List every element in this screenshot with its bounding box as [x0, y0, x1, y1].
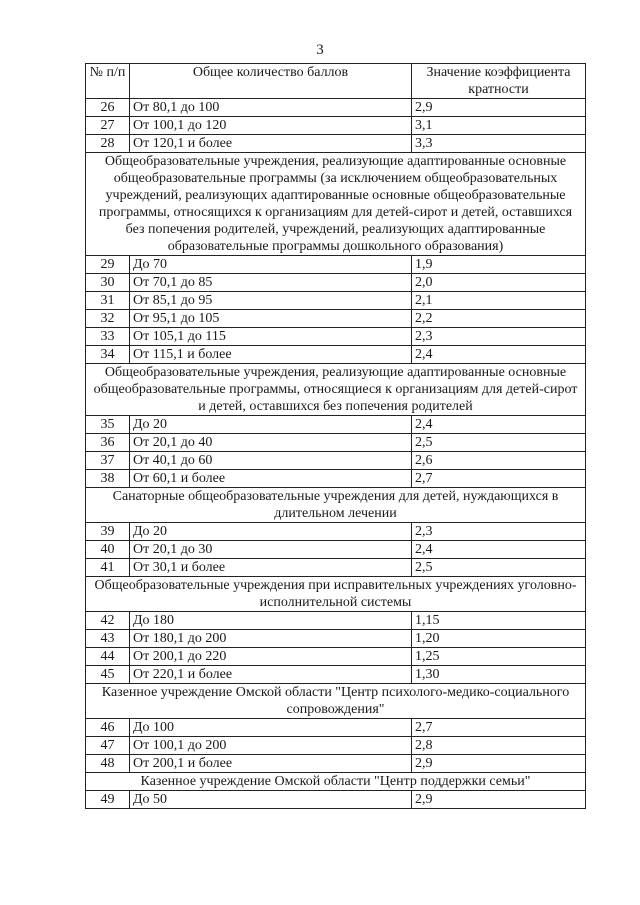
- header-points: Общее количество баллов: [130, 64, 412, 99]
- table-row: [86, 416, 586, 434]
- row-number: 41: [86, 559, 130, 577]
- table-row: [86, 791, 586, 809]
- table-row: [86, 541, 586, 559]
- row-points-range: От 180,1 до 200: [130, 630, 412, 648]
- row-number: 35: [86, 416, 130, 434]
- table-row: [86, 719, 586, 737]
- row-points-range: От 85,1 до 95: [130, 292, 412, 310]
- row-coefficient: 2,0: [412, 274, 586, 292]
- table-row: [86, 612, 586, 630]
- section-title: Казенное учреждение Омской области "Центр психолого-медико-социального сопровождения": [86, 684, 586, 719]
- row-number: 42: [86, 612, 130, 630]
- table-row: [86, 630, 586, 648]
- table-row: [86, 737, 586, 755]
- row-points-range: До 20: [130, 416, 412, 434]
- row-number: 48: [86, 755, 130, 773]
- row-points-range: От 120,1 и более: [130, 135, 412, 153]
- row-number: 45: [86, 666, 130, 684]
- row-points-range: От 100,1 до 200: [130, 737, 412, 755]
- row-points-range: От 60,1 и более: [130, 470, 412, 488]
- row-points-range: От 105,1 до 115: [130, 328, 412, 346]
- table-row: [86, 434, 586, 452]
- row-number: 27: [86, 117, 130, 135]
- row-points-range: От 80,1 до 100: [130, 99, 412, 117]
- section-title: Общеобразовательные учреждения при исправительных учреждениях уголовно-исполнительной системы: [86, 577, 586, 612]
- table-row: [86, 274, 586, 292]
- table-row: [86, 135, 586, 153]
- row-number: 39: [86, 523, 130, 541]
- table-row: [86, 328, 586, 346]
- table-row: [86, 292, 586, 310]
- row-points-range: До 180: [130, 612, 412, 630]
- row-coefficient: 2,7: [412, 470, 586, 488]
- table-row: [86, 648, 586, 666]
- row-number: 40: [86, 541, 130, 559]
- row-coefficient: 3,1: [412, 117, 586, 135]
- row-number: 46: [86, 719, 130, 737]
- row-coefficient: 2,9: [412, 755, 586, 773]
- row-coefficient: 1,9: [412, 256, 586, 274]
- row-number: 49: [86, 791, 130, 809]
- row-points-range: От 30,1 и более: [130, 559, 412, 577]
- row-number: 28: [86, 135, 130, 153]
- row-points-range: От 200,1 и более: [130, 755, 412, 773]
- table-row: [86, 523, 586, 541]
- coefficient-table: [85, 63, 586, 809]
- row-coefficient: 2,9: [412, 99, 586, 117]
- row-coefficient: 3,3: [412, 135, 586, 153]
- row-points-range: От 95,1 до 105: [130, 310, 412, 328]
- row-coefficient: 1,30: [412, 666, 586, 684]
- row-points-range: До 20: [130, 523, 412, 541]
- section-row: [86, 577, 586, 612]
- row-number: 43: [86, 630, 130, 648]
- row-coefficient: 2,8: [412, 737, 586, 755]
- section-title: Общеобразовательные учреждения, реализующие адаптированные основные общеобразовательные программы (за исключением общеобразовательных учреждений, реализующих адаптированные основные общеобразовательные программы, относящихся к организациям для детей-сирот и детей, оставшихся без попечения родителей, учреждений, реализующих адаптированные образовательные программы дошкольного образования): [86, 153, 586, 256]
- row-points-range: От 20,1 до 30: [130, 541, 412, 559]
- section-row: [86, 488, 586, 523]
- section-title: Санаторные общеобразовательные учреждения для детей, нуждающихся в длительном лечении: [86, 488, 586, 523]
- row-points-range: От 70,1 до 85: [130, 274, 412, 292]
- row-number: 34: [86, 346, 130, 364]
- section-row: [86, 364, 586, 416]
- row-number: 29: [86, 256, 130, 274]
- row-number: 33: [86, 328, 130, 346]
- page-number: 3: [316, 42, 324, 58]
- section-row: [86, 684, 586, 719]
- header-number: № п/п: [86, 64, 130, 99]
- row-points-range: От 200,1 до 220: [130, 648, 412, 666]
- row-coefficient: 1,25: [412, 648, 586, 666]
- row-points-range: От 220,1 и более: [130, 666, 412, 684]
- row-points-range: От 40,1 до 60: [130, 452, 412, 470]
- table-row: [86, 117, 586, 135]
- row-coefficient: 1,20: [412, 630, 586, 648]
- table-row: [86, 310, 586, 328]
- table-row: [86, 470, 586, 488]
- row-points-range: До 100: [130, 719, 412, 737]
- row-number: 44: [86, 648, 130, 666]
- table-header-row: [86, 64, 586, 99]
- row-points-range: До 50: [130, 791, 412, 809]
- row-coefficient: 2,4: [412, 346, 586, 364]
- section-title: Казенное учреждение Омской области "Центр поддержки семьи": [86, 773, 586, 791]
- row-coefficient: 2,5: [412, 559, 586, 577]
- table-row: [86, 99, 586, 117]
- table-row: [86, 755, 586, 773]
- row-coefficient: 2,4: [412, 541, 586, 559]
- table-body: [86, 99, 586, 809]
- row-points-range: До 70: [130, 256, 412, 274]
- row-number: 36: [86, 434, 130, 452]
- row-number: 37: [86, 452, 130, 470]
- header-value: Значение коэффициента кратности: [412, 64, 586, 99]
- row-coefficient: 1,15: [412, 612, 586, 630]
- row-points-range: От 20,1 до 40: [130, 434, 412, 452]
- row-number: 47: [86, 737, 130, 755]
- row-coefficient: 2,2: [412, 310, 586, 328]
- row-points-range: От 100,1 до 120: [130, 117, 412, 135]
- row-coefficient: 2,3: [412, 523, 586, 541]
- row-points-range: От 115,1 и более: [130, 346, 412, 364]
- section-title: Общеобразовательные учреждения, реализующие адаптированные основные общеобразовательные программы, относящиеся к организациям для детей-сирот и детей, оставшихся без попечения родителей: [86, 364, 586, 416]
- row-coefficient: 2,7: [412, 719, 586, 737]
- row-coefficient: 2,9: [412, 791, 586, 809]
- row-coefficient: 2,4: [412, 416, 586, 434]
- row-number: 32: [86, 310, 130, 328]
- row-number: 38: [86, 470, 130, 488]
- row-number: 26: [86, 99, 130, 117]
- table-row: [86, 256, 586, 274]
- section-row: [86, 153, 586, 256]
- row-number: 30: [86, 274, 130, 292]
- row-coefficient: 2,1: [412, 292, 586, 310]
- table-row: [86, 666, 586, 684]
- table-row: [86, 346, 586, 364]
- row-coefficient: 2,6: [412, 452, 586, 470]
- table-row: [86, 452, 586, 470]
- row-number: 31: [86, 292, 130, 310]
- row-coefficient: 2,5: [412, 434, 586, 452]
- row-coefficient: 2,3: [412, 328, 586, 346]
- section-row: [86, 773, 586, 791]
- table-row: [86, 559, 586, 577]
